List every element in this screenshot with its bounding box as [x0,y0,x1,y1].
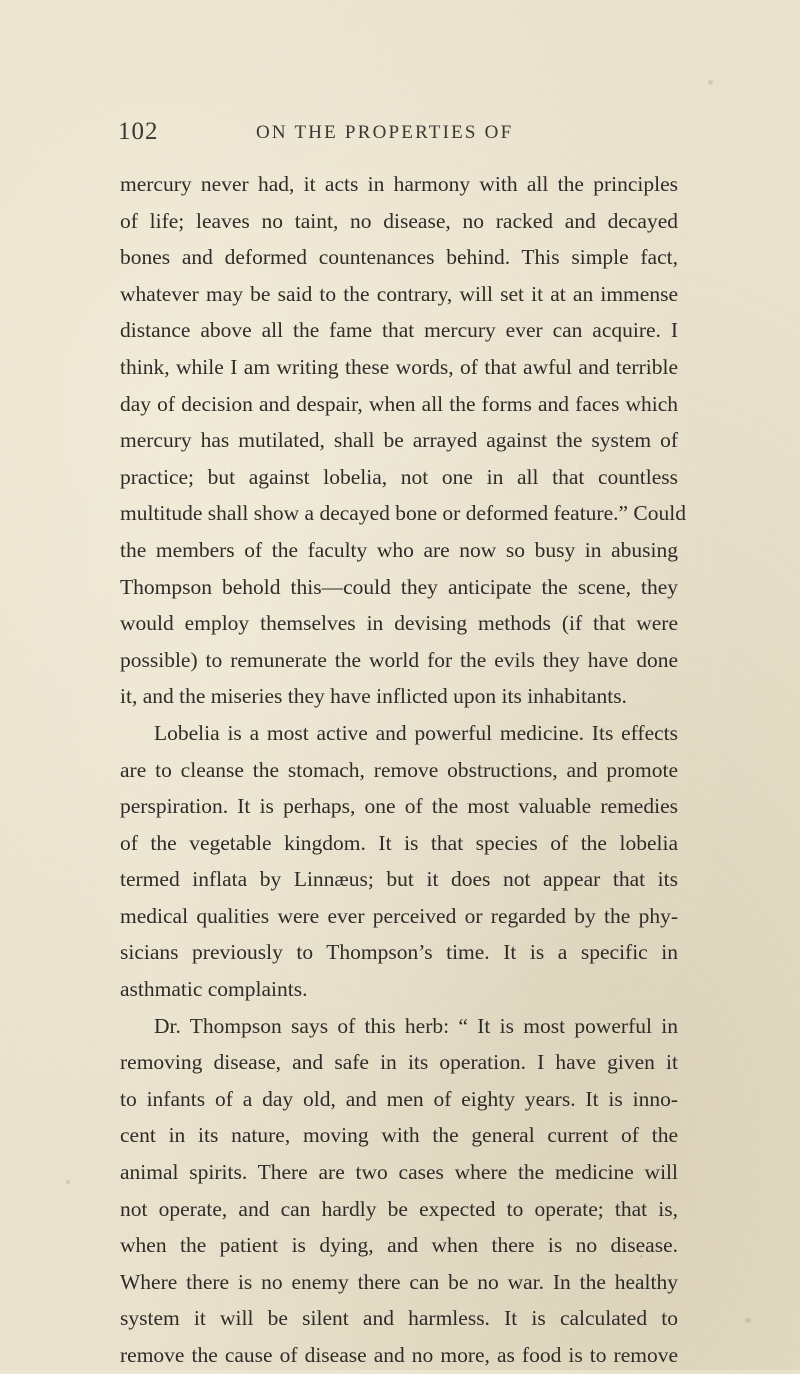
page-number: 102 [118,118,159,145]
paragraph-end-line: it, and the miseries they have inflicted upon its inhabitants. [120,684,627,709]
text-line: would employ themselves in devising methods (if that were [120,611,678,636]
text-line: sicians previously to Thompson’s time. It is a specific in [120,940,678,965]
text-line: day of decision and despair, when all the forms and faces which [120,391,678,416]
text-line: possible) to remunerate the world for the evils they have done [120,647,678,672]
text-line: whatever may be said to the contrary, will set it at an immense [120,281,678,306]
text-line: of life; leaves no taint, no disease, no racked and decayed [120,208,678,233]
text-line: practice; but against lobelia, not one in all that countless [120,464,678,489]
text-line: Thompson behold this—could they anticipate the scene, they [120,574,678,599]
text-line: the members of the faculty who are now so busy in abusing [120,537,678,562]
paper-stain [708,80,713,85]
running-title: ON THE PROPERTIES OF [256,122,514,143]
paper-stain [745,1318,751,1323]
text-line: medical qualities were ever perceived or regarded by the phy- [120,903,678,928]
text-line: cent in its nature, moving with the general current of the [120,1123,678,1148]
text-line: bones and deformed countenances behind. This simple fact, [120,245,678,270]
text-line: Where there is no enemy there can be no war. In the healthy [120,1269,678,1294]
text-line: termed inflata by Linnæus; but it does not appear that its [120,867,678,892]
text-line: mercury never had, it acts in harmony with all the principles [120,172,678,196]
text-line: to infants of a day old, and men of eighty years. It is inno- [120,1086,678,1111]
text-line: are to cleanse the stomach, remove obstructions, and promote [120,757,678,782]
text-line: system it will be silent and harmless. It is calculated to [120,1306,678,1331]
text-line: of the vegetable kingdom. It is that species of the lobelia [120,830,678,855]
text-line: remove the cause of disease and no more, as food is to remove [120,1343,678,1367]
paper-stain [66,1180,70,1184]
body-text [120,166,686,1374]
paragraph-end-line: asthmatic complaints. [120,977,308,1002]
running-head [118,118,678,152]
text-line: multitude shall show a decayed bone or deformed feature.” Could [120,501,686,526]
text-line: think, while I am writing these words, of that awful and terrible [120,354,678,379]
text-line: not operate, and can hardly be expected to operate; that is, [120,1196,678,1221]
paragraph-start-line: Lobelia is a most active and powerful medicine. Its effects [154,720,678,745]
paragraph-start-line: Dr. Thompson says of this herb: “ It is most powerful in [154,1013,678,1038]
text-line: animal spirits. There are two cases where the medicine will [120,1160,678,1185]
text-line: removing disease, and safe in its operation. I have given it [120,1050,678,1075]
text-line: mercury has mutilated, shall be arrayed against the system of [120,428,678,453]
text-line: when the patient is dying, and when there is no disease. [120,1233,678,1258]
text-line: perspiration. It is perhaps, one of the most valuable remedies [120,794,678,819]
text-line: distance above all the fame that mercury ever can acquire. I [120,318,678,343]
